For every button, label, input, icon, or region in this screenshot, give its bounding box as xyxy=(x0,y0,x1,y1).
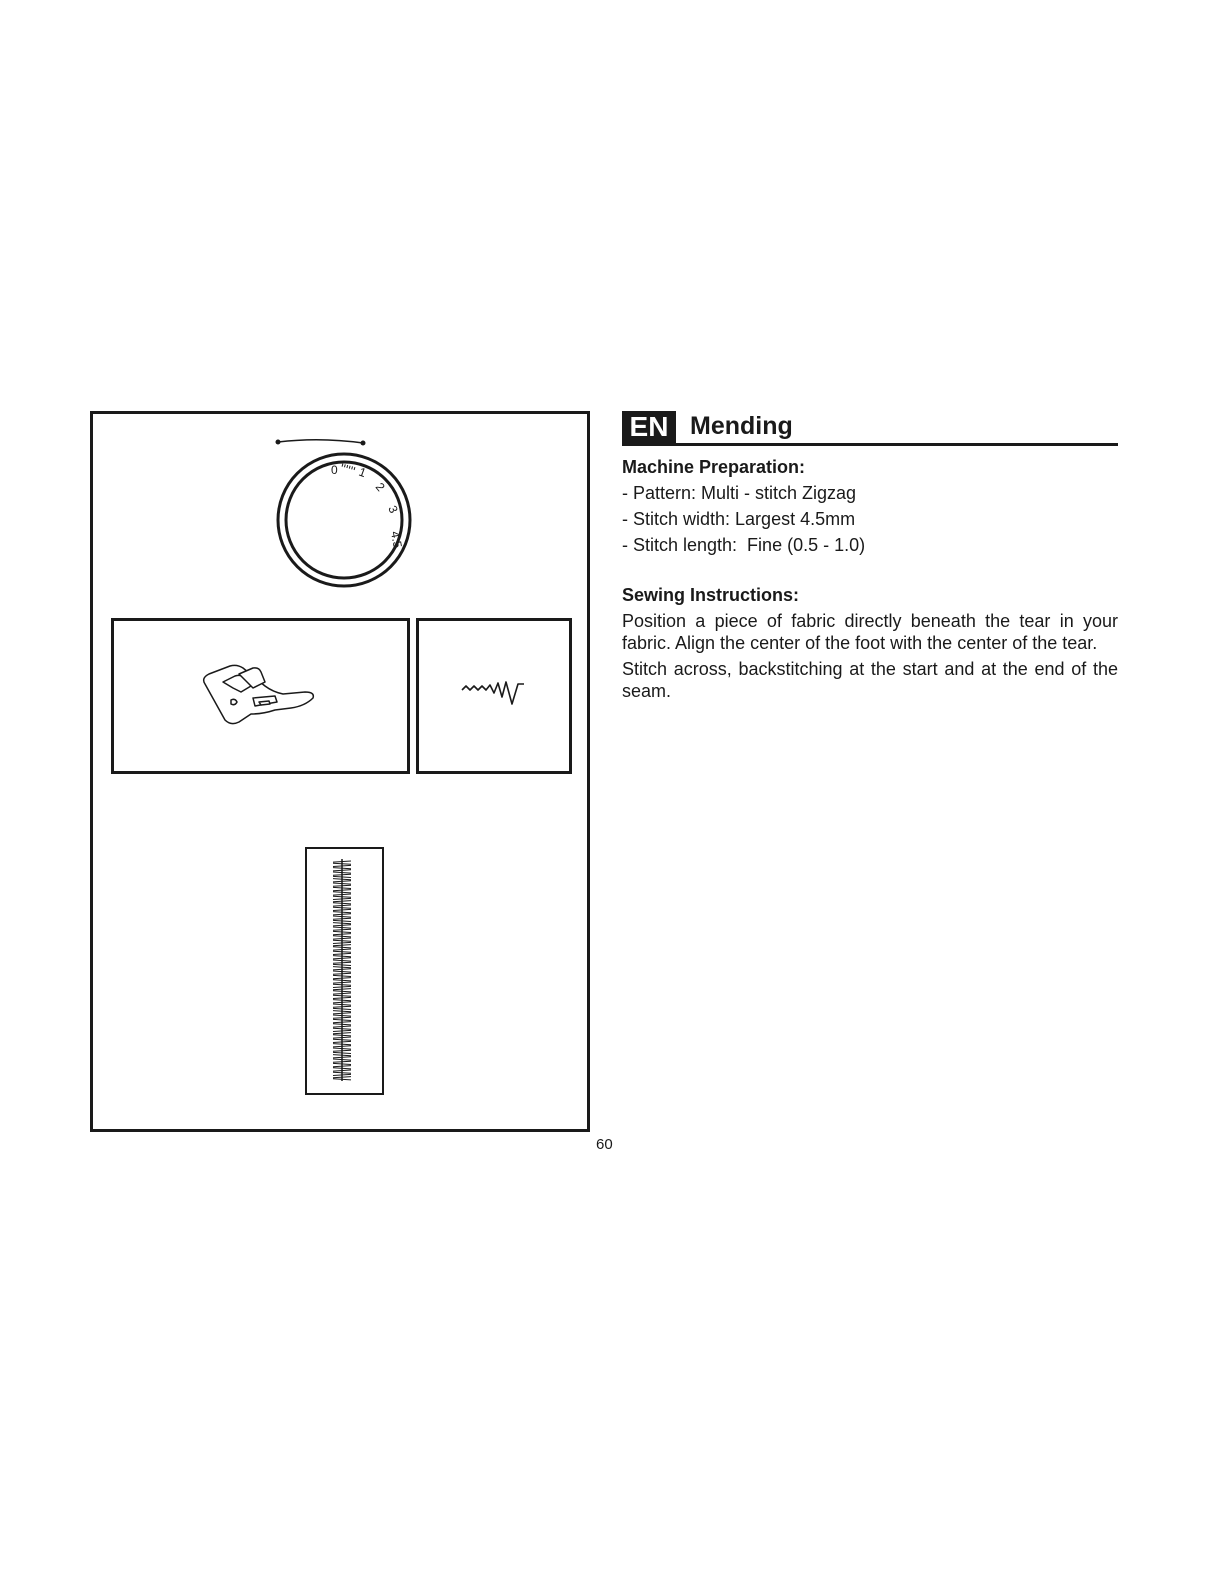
page-number: 60 xyxy=(596,1136,613,1153)
section-header xyxy=(622,411,1118,446)
prep-item-stitch-length: - Stitch length: Fine (0.5 - 1.0) xyxy=(622,535,866,555)
dial-number-0: 0 xyxy=(331,463,338,477)
dial-number-4-5: 4.5 xyxy=(388,530,405,549)
instruction-paragraph: Stitch across, backstitching at the start and at the end of the seam. xyxy=(622,659,1118,701)
machine-preparation-heading: Machine Preparation: xyxy=(622,457,806,477)
language-badge: EN xyxy=(622,411,676,443)
section-title: Mending xyxy=(690,412,793,440)
mended-seam-icon xyxy=(330,855,356,1085)
instruction-paragraph: Position a piece of fabric directly beneath the tear in your fabric. Align the center of the foot with the center of the tear. xyxy=(622,611,1118,653)
sewing-instructions-heading: Sewing Instructions: xyxy=(622,585,800,605)
dial-number-1: 1 xyxy=(356,464,369,481)
dial-number-3: 3 xyxy=(385,503,401,516)
stitch-width-dial-icon xyxy=(270,437,420,592)
dial-number-2: 2 xyxy=(372,479,388,495)
prep-item-pattern: - Pattern: Multi - stitch Zigzag xyxy=(622,483,857,503)
multi-zigzag-stitch-icon xyxy=(458,680,528,710)
zigzag-presser-foot-icon xyxy=(195,656,325,731)
prep-item-stitch-width: - Stitch width: Largest 4.5mm xyxy=(622,509,856,529)
